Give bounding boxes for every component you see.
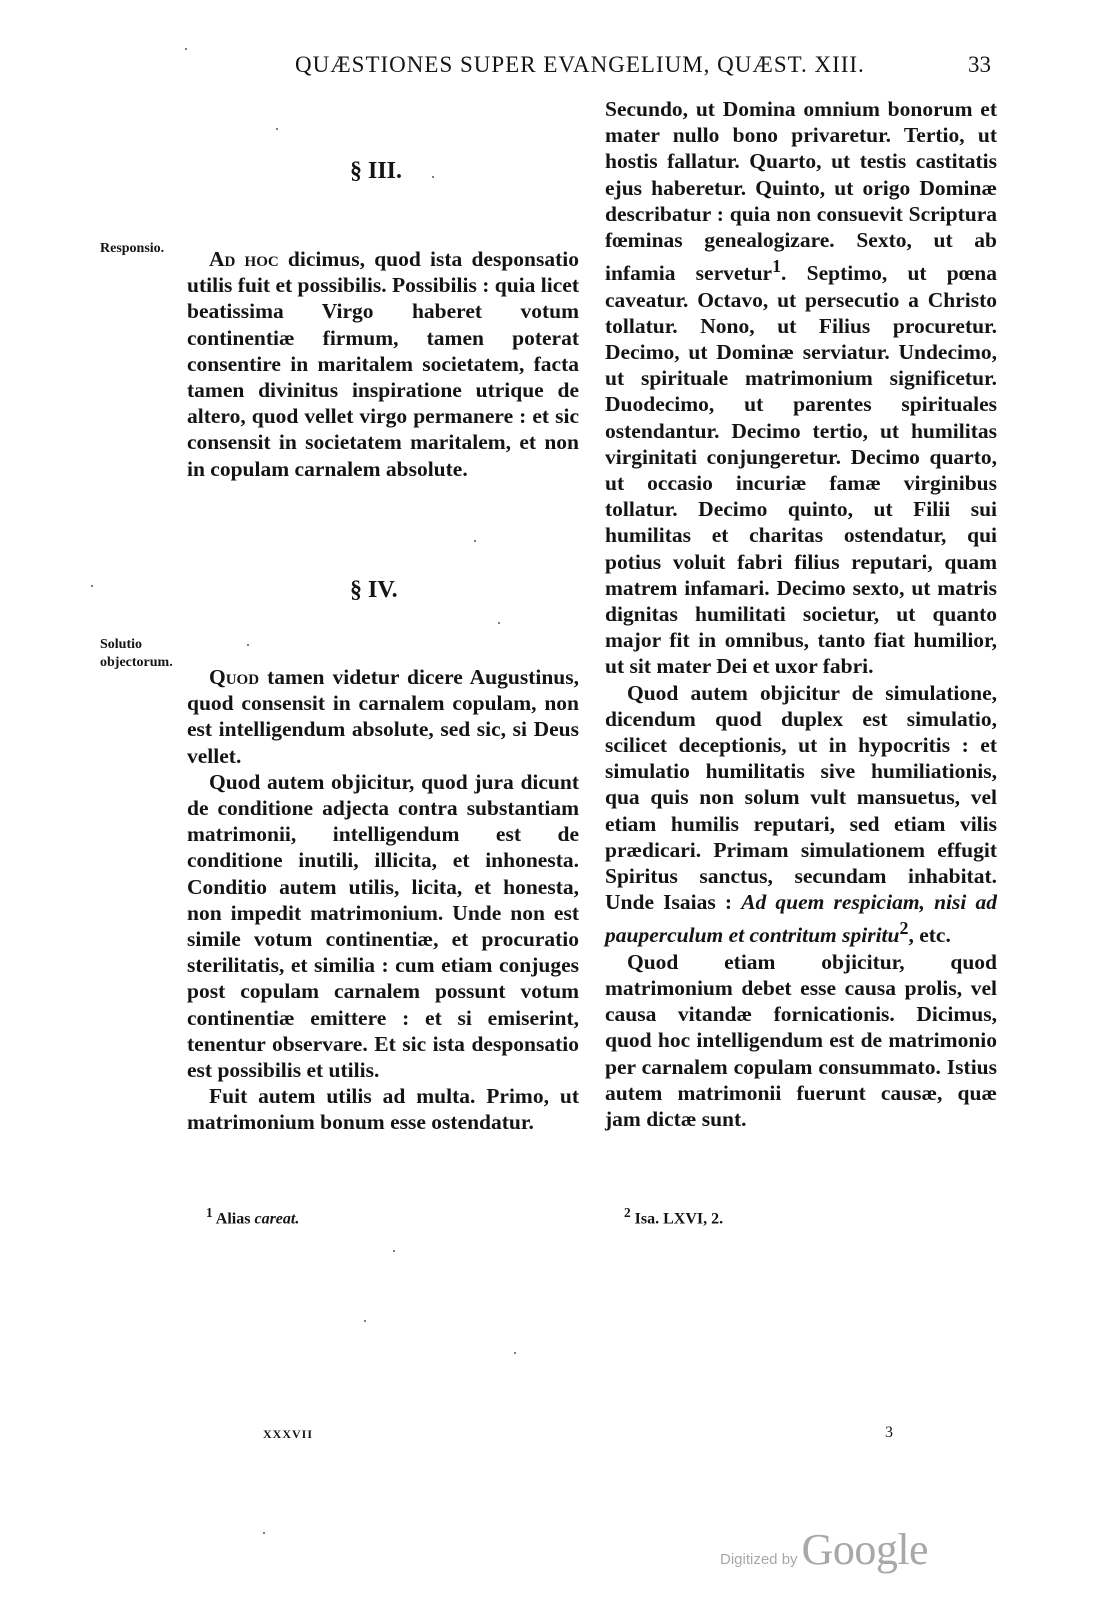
sheet-mark: 3 [885, 1424, 893, 1441]
section-heading-iii: § III. [350, 158, 403, 184]
footnote-ref: 2 [899, 918, 909, 939]
print-speck [514, 1352, 516, 1354]
scripture-quote: Ad quem respiciam, nisi ad pauperculum et contritum spiritu [605, 890, 998, 948]
lead-words: Ad hoc [209, 247, 279, 271]
paragraph-text: , etc. [908, 923, 951, 948]
paragraph-text: Quod autem objicitur de simulatione, dicendum quod duplex est simulatio, scilicet deceptionis, ut in hypocritis : et simulatio humilitatis sive humiliationis, qua quis non solum vult mansuetus, vel etiam humilis reputari, sed etiam vilis prædicari. Primam simulationem effugit Spiritus sanctus, secundam inhabitat. Unde Isaias : [605, 680, 997, 915]
section-heading-iv: § IV. [350, 577, 398, 603]
footnote-text: Isa. LXVI, 2. [634, 1210, 724, 1228]
watermark-prefix: Digitized by [720, 1551, 798, 1568]
paragraph [605, 96, 997, 680]
marginal-note-responsio: Responsio. [100, 241, 165, 256]
print-speck [185, 48, 187, 50]
print-speck [474, 540, 476, 542]
footnote-mark: 2 [624, 1205, 631, 1220]
footnote-1 [206, 1205, 299, 1228]
lead-words: Quod [209, 665, 260, 689]
print-speck [393, 1250, 395, 1252]
print-speck [364, 1320, 366, 1322]
footnote-ref: 1 [772, 256, 782, 277]
footnote-mark: 1 [206, 1205, 213, 1220]
print-speck [263, 1532, 265, 1534]
print-speck [91, 585, 93, 587]
print-speck [498, 622, 500, 624]
paragraph-text: . Septimo, ut pœna caveatur. Octavo, ut persecutio a Christo tollatur. Nono, ut Filius procuretur. Decimo, ut Dominæ serviatur. Undecimo, ut spirituale matrimonium significetur. Duodecimo, ut parentes spirituales ostendantur. Decimo tertio, ut humilitas virginitati conjungeretur. Decimo quarto, ut occasio incuriæ famæ virginibus tollatur. Decimo quinto, ut Filii sui humilitas et charitas ostendatur, qui potius voluit fabri filius reputari, quam matrem infamari. Decimo sexto, ut matris dignitas humilitati societur, ut quanto major fit in omnibus, tanto fiat humilior, ut sit mater Dei et uxor fabri. [605, 261, 997, 679]
paragraph [605, 680, 997, 949]
running-title: QUÆSTIONES SUPER EVANGELIUM, QUÆST. XIII. [295, 52, 865, 77]
digitized-watermark [720, 1524, 928, 1575]
paragraph-text: dicimus, quod ista desponsatio utilis fuit et possibilis. Possibilis : quia licet beatissima Virgo haberet votum continentiæ firmum, tamen poterat consentire in maritalem societatem, facta tamen divinitus inspiratione utrique de altero, quod vellet virgo permanere : et sic consensit in societatem maritalem, et non in copulam carnalem absolute. [187, 247, 579, 481]
paragraph: Quod etiam objicitur, quod matrimonium debet esse causa prolis, vel causa vitandæ fornicationis. Dicimus, quod hoc intelligendum est de matrimonio per carnalem copulam consummato. Istius autem matrimonii fuerunt causæ, quæ jam dictæ sunt. [605, 949, 997, 1132]
signature-mark: XXXVII [263, 1427, 314, 1441]
paragraph [187, 246, 579, 482]
paragraph-text: tamen videtur dicere Augustinus, quod consensit in carnalem copulam, non est intelligendum absolute, sed sic, si Deus vellet. [187, 665, 579, 768]
print-speck [276, 128, 278, 130]
paragraph [187, 664, 579, 769]
print-speck [247, 644, 249, 646]
footnote-text: Alias [215, 1210, 255, 1228]
left-column-section-iv [187, 664, 579, 1136]
print-speck [432, 176, 434, 178]
page-number: 33 [968, 52, 991, 77]
paragraph: Fuit autem utilis ad multa. Primo, ut matrimonium bonum esse ostendatur. [187, 1084, 579, 1135]
footnote-2 [624, 1205, 723, 1228]
paragraph-text: Secundo, ut Domina omnium bonorum et mater nullo bono privaretur. Tertio, ut hostis fallatur. Quarto, ut testis castitatis ejus haberetur. Quinto, ut origo Dominæ describatur : quia non consuevit Scriptura fœminas genealogizare. Sexto, ut ab infamia servetur [605, 97, 997, 286]
left-column-section-iii [187, 246, 579, 482]
footnote-italic: careat. [254, 1210, 300, 1228]
google-logo: Google [801, 1525, 929, 1574]
marginal-note-solutio: Solutio objectorum. [100, 637, 173, 670]
paragraph: Quod autem objicitur, quod jura dicunt de conditione adjecta contra substantiam matrimonii, intelligendum est de conditione inutili, illicita, et inhonesta. Conditio autem utilis, licita, et honesta, non impedit matrimonium. Unde non est simile votum continentiæ, et procuratio sterilitatis, et similia : cum etiam conjuges post copulam carnalem possunt votum continentiæ emittere : et si emiserint, tenentur observare. Et sic ista desponsatio est possibilis et utilis. [187, 769, 579, 1083]
right-column [605, 96, 997, 1132]
